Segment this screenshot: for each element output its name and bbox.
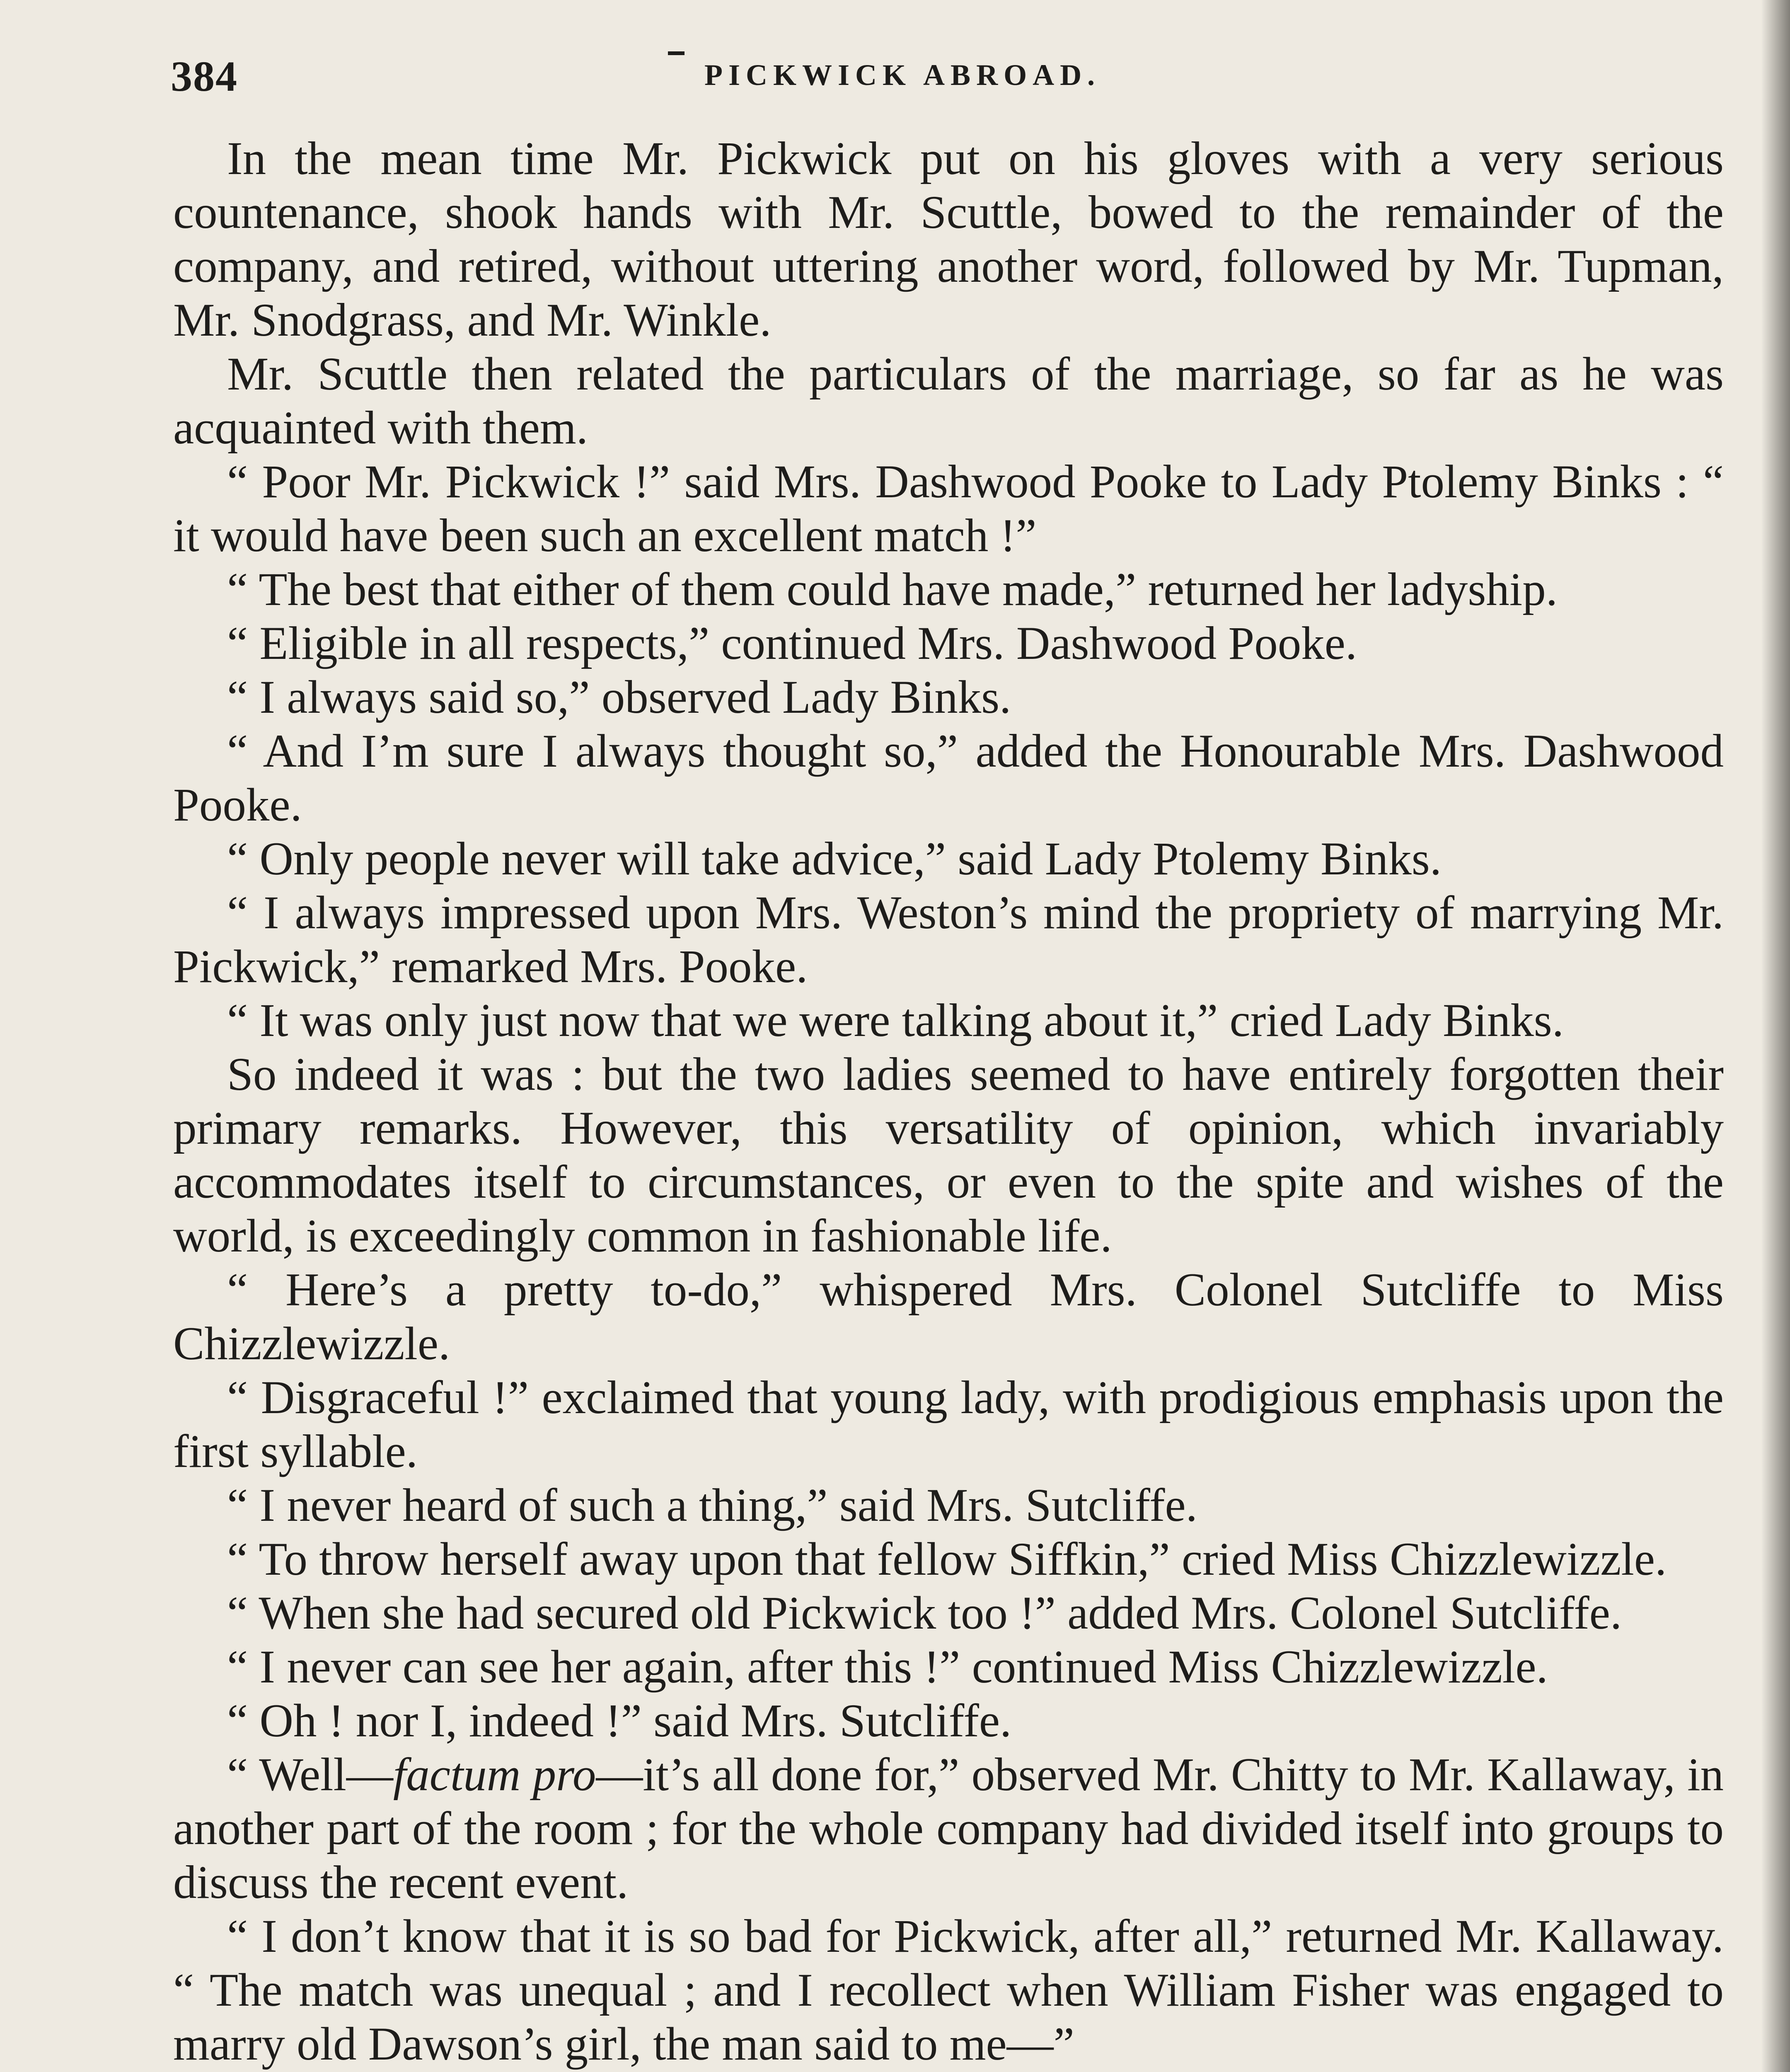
- paragraph-text: “ I don’t know that it is so bad for Pickwick, after all,” returned Mr. Kallaway. “ The match was unequal ; and I recollect when William Fisher was engaged to marry old Dawson’s girl, the man said to me—”: [173, 1910, 1724, 2070]
- paragraph: [173, 563, 1724, 617]
- paragraph: [173, 1748, 1724, 1910]
- paragraph-text: “ The best that either of them could have made,” returned her ladyship.: [227, 564, 1558, 615]
- paragraph-text: “ To throw herself away upon that fellow Siffkin,” cried Miss Chizzlewizzle.: [227, 1533, 1667, 1585]
- paragraph-text: “ Poor Mr. Pickwick !” said Mrs. Dashwood Pooke to Lady Ptolemy Binks : “ it would have been such an excellent match !”: [173, 456, 1724, 562]
- running-title: PICKWICK ABROAD.: [704, 58, 1101, 92]
- body-text: [173, 132, 1724, 2072]
- paragraph-text: Mr. Scuttle then related the particulars of the marriage, so far as he was acquainted with them.: [173, 348, 1724, 454]
- paragraph-text: In the mean time Mr. Pickwick put on his gloves with a very serious countenance, shook hands with Mr. Scuttle, bowed to the remainder of the company, and retired, without uttering another word, followed by Mr. Tupman, Mr. Snodgrass, and Mr. Winkle.: [173, 133, 1724, 346]
- paragraph-text: “ I never can see her again, after this !” continued Miss Chizzlewizzle.: [227, 1641, 1548, 1693]
- paragraph: [173, 1048, 1724, 1263]
- paragraph: [173, 1910, 1724, 2071]
- paragraph-text: “ I always impressed upon Mrs. Weston’s mind the propriety of marrying Mr. Pickwick,” remarked Mrs. Pooke.: [173, 887, 1724, 992]
- paragraph-text: “ Here’s a pretty to-do,” whispered Mrs. Colonel Sutcliffe to Miss Chizzlewizzle.: [173, 1264, 1724, 1370]
- paragraph: [173, 1532, 1724, 1586]
- paragraph: [173, 455, 1724, 563]
- paragraph-text: “ Eligible in all respects,” continued Mrs. Dashwood Pooke.: [227, 617, 1357, 669]
- paragraph: [173, 132, 1724, 347]
- paragraph: [173, 1479, 1724, 1532]
- paragraph-text: “ And I’m sure I always thought so,” added the Honourable Mrs. Dashwood Pooke.: [173, 725, 1724, 831]
- paragraph-text: “ When she had secured old Pickwick too !” added Mrs. Colonel Sutcliffe.: [227, 1587, 1622, 1639]
- paragraph-text: So indeed it was : but the two ladies seemed to have entirely forgotten their primary remarks. However, this versatility of opinion, which invariably accommodates itself to circumstances, or even to the spite and wishes of the world, is exceedingly common in fashionable life.: [173, 1048, 1724, 1262]
- paragraph: [173, 1586, 1724, 1640]
- paragraph-text: “ Disgraceful !” exclaimed that young lady, with prodigious emphasis upon the first syllable.: [173, 1372, 1724, 1477]
- paragraph: [173, 724, 1724, 832]
- paragraph-text: “ Well—: [227, 1749, 393, 1801]
- paragraph-text: “ I always said so,” observed Lady Binks.: [227, 671, 1011, 723]
- paragraph: [173, 347, 1724, 455]
- paragraph-text: “ Only people never will take advice,” said Lady Ptolemy Binks.: [227, 833, 1442, 885]
- paragraph: [173, 994, 1724, 1048]
- page-edge-shadow: [1761, 0, 1790, 2072]
- paragraph: [173, 1694, 1724, 1748]
- paragraph-text: “ Oh ! nor I, indeed !” said Mrs. Sutcliffe.: [227, 1695, 1012, 1747]
- paragraph: [173, 1371, 1724, 1479]
- paragraph: [173, 886, 1724, 994]
- page-number: 384: [171, 53, 238, 100]
- paragraph: [173, 617, 1724, 670]
- paragraph: [173, 1640, 1724, 1694]
- running-head-dash: [668, 51, 685, 55]
- paragraph: [173, 832, 1724, 886]
- paragraph-text: “ It was only just now that we were talking about it,” cried Lady Binks.: [227, 995, 1564, 1046]
- paragraph: [173, 1263, 1724, 1371]
- paragraph-text: —it’s all done for,” observed Mr. Chitty to Mr. Kallaway, in another part of the room ; for the whole company had divided itself into groups to discuss the recent event.: [173, 1749, 1724, 1908]
- latin-phrase: factum pro: [393, 1749, 596, 1801]
- paragraph-text: “ I never heard of such a thing,” said Mrs. Sutcliffe.: [227, 1479, 1197, 1531]
- paragraph: [173, 670, 1724, 724]
